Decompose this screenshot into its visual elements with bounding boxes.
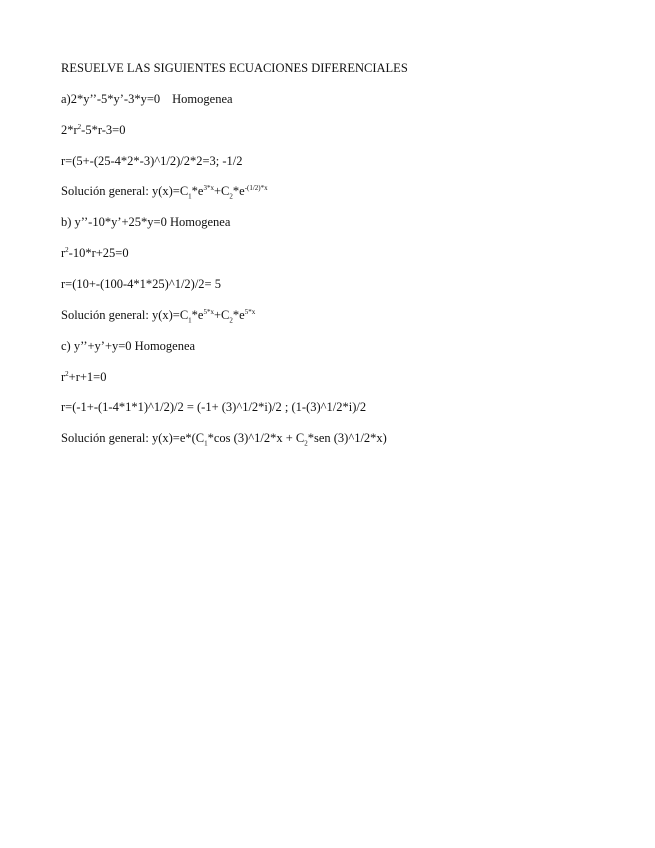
roots-a-text: r=(5+-(25-4*2*-3)^1/2)/2*2=3; -1/2 [61, 154, 243, 168]
general-solution-c [61, 431, 387, 448]
roots-c-text: r=(-1+-(1-4*1*1)^1/2)/2 = (-1+ (3)^1/2*i)/2 ; (1-(3)^1/2*i)/2 [61, 400, 367, 414]
sol-a-c1-sub: 1 [188, 192, 192, 201]
roots-c [61, 400, 366, 414]
sol-c-c2-sub: 2 [304, 439, 308, 448]
sol-a-c2-sub: 2 [229, 192, 233, 201]
char-b-pre: r [61, 246, 66, 260]
char-b-post: -10*r+25=0 [68, 246, 129, 260]
sol-a-mid1: *e [191, 184, 204, 198]
equation-b-text: b) y’’-10*y’+25*y=0 Homogenea [61, 215, 231, 229]
sol-a-label: Solución general: y(x)=C [61, 184, 189, 198]
sol-a-exp2: -(1/2)*x [244, 183, 268, 192]
sol-a-exp1: 3*x [203, 183, 214, 192]
general-solution-a [61, 183, 268, 201]
equation-a [61, 92, 233, 106]
char-b-exp: 2 [65, 245, 69, 254]
sol-b-mid2: +C [213, 308, 230, 322]
sol-a-mid3: *e [232, 184, 245, 198]
sol-b-label: Solución general: y(x)=C [61, 308, 189, 322]
equation-b [61, 215, 230, 229]
roots-a [61, 154, 243, 168]
sol-b-exp2: 5*x [244, 307, 256, 316]
sol-b-c2-sub: 2 [229, 316, 233, 325]
char-a-pre: 2*r [61, 123, 78, 137]
equation-c-text: c) y’’+y’+y=0 Homogenea [61, 339, 196, 353]
equation-c [61, 339, 195, 353]
sol-b-exp1: 5*x [203, 307, 214, 316]
document-heading [61, 61, 408, 75]
roots-b [61, 277, 221, 291]
char-c-post: +r+1=0 [68, 370, 107, 384]
char-c-pre: r [61, 370, 66, 384]
equation-a-text: a)2*y’’-5*y’-3*y=0 [61, 92, 161, 106]
char-c-exp: 2 [65, 369, 69, 378]
sol-c-tail: *sen (3)^1/2*x) [307, 431, 387, 445]
sol-b-mid3: *e [232, 308, 245, 322]
char-a-post: -5*r-3=0 [81, 123, 126, 137]
roots-b-text: r=(10+-(100-4*1*25)^1/2)/2= 5 [61, 277, 221, 291]
char-a-exp: 2 [77, 122, 82, 131]
sol-a-mid2: +C [213, 184, 230, 198]
sol-c-c1-sub: 1 [204, 439, 208, 448]
equation-a-type: Homogenea [172, 92, 233, 106]
sol-b-mid1: *e [191, 308, 204, 322]
sol-b-c1-sub: 1 [188, 316, 192, 325]
sol-c-label: Solución general: y(x)=e*(C [61, 431, 205, 445]
general-solution-b [61, 307, 256, 325]
characteristic-equation-a [61, 123, 125, 137]
heading-text: RESUELVE LAS SIGUIENTES ECUACIONES DIFERENCIALES [61, 61, 408, 75]
characteristic-equation-c [61, 370, 106, 384]
sol-c-mid1: *cos (3)^1/2*x + C [207, 431, 305, 445]
characteristic-equation-b [61, 246, 129, 260]
